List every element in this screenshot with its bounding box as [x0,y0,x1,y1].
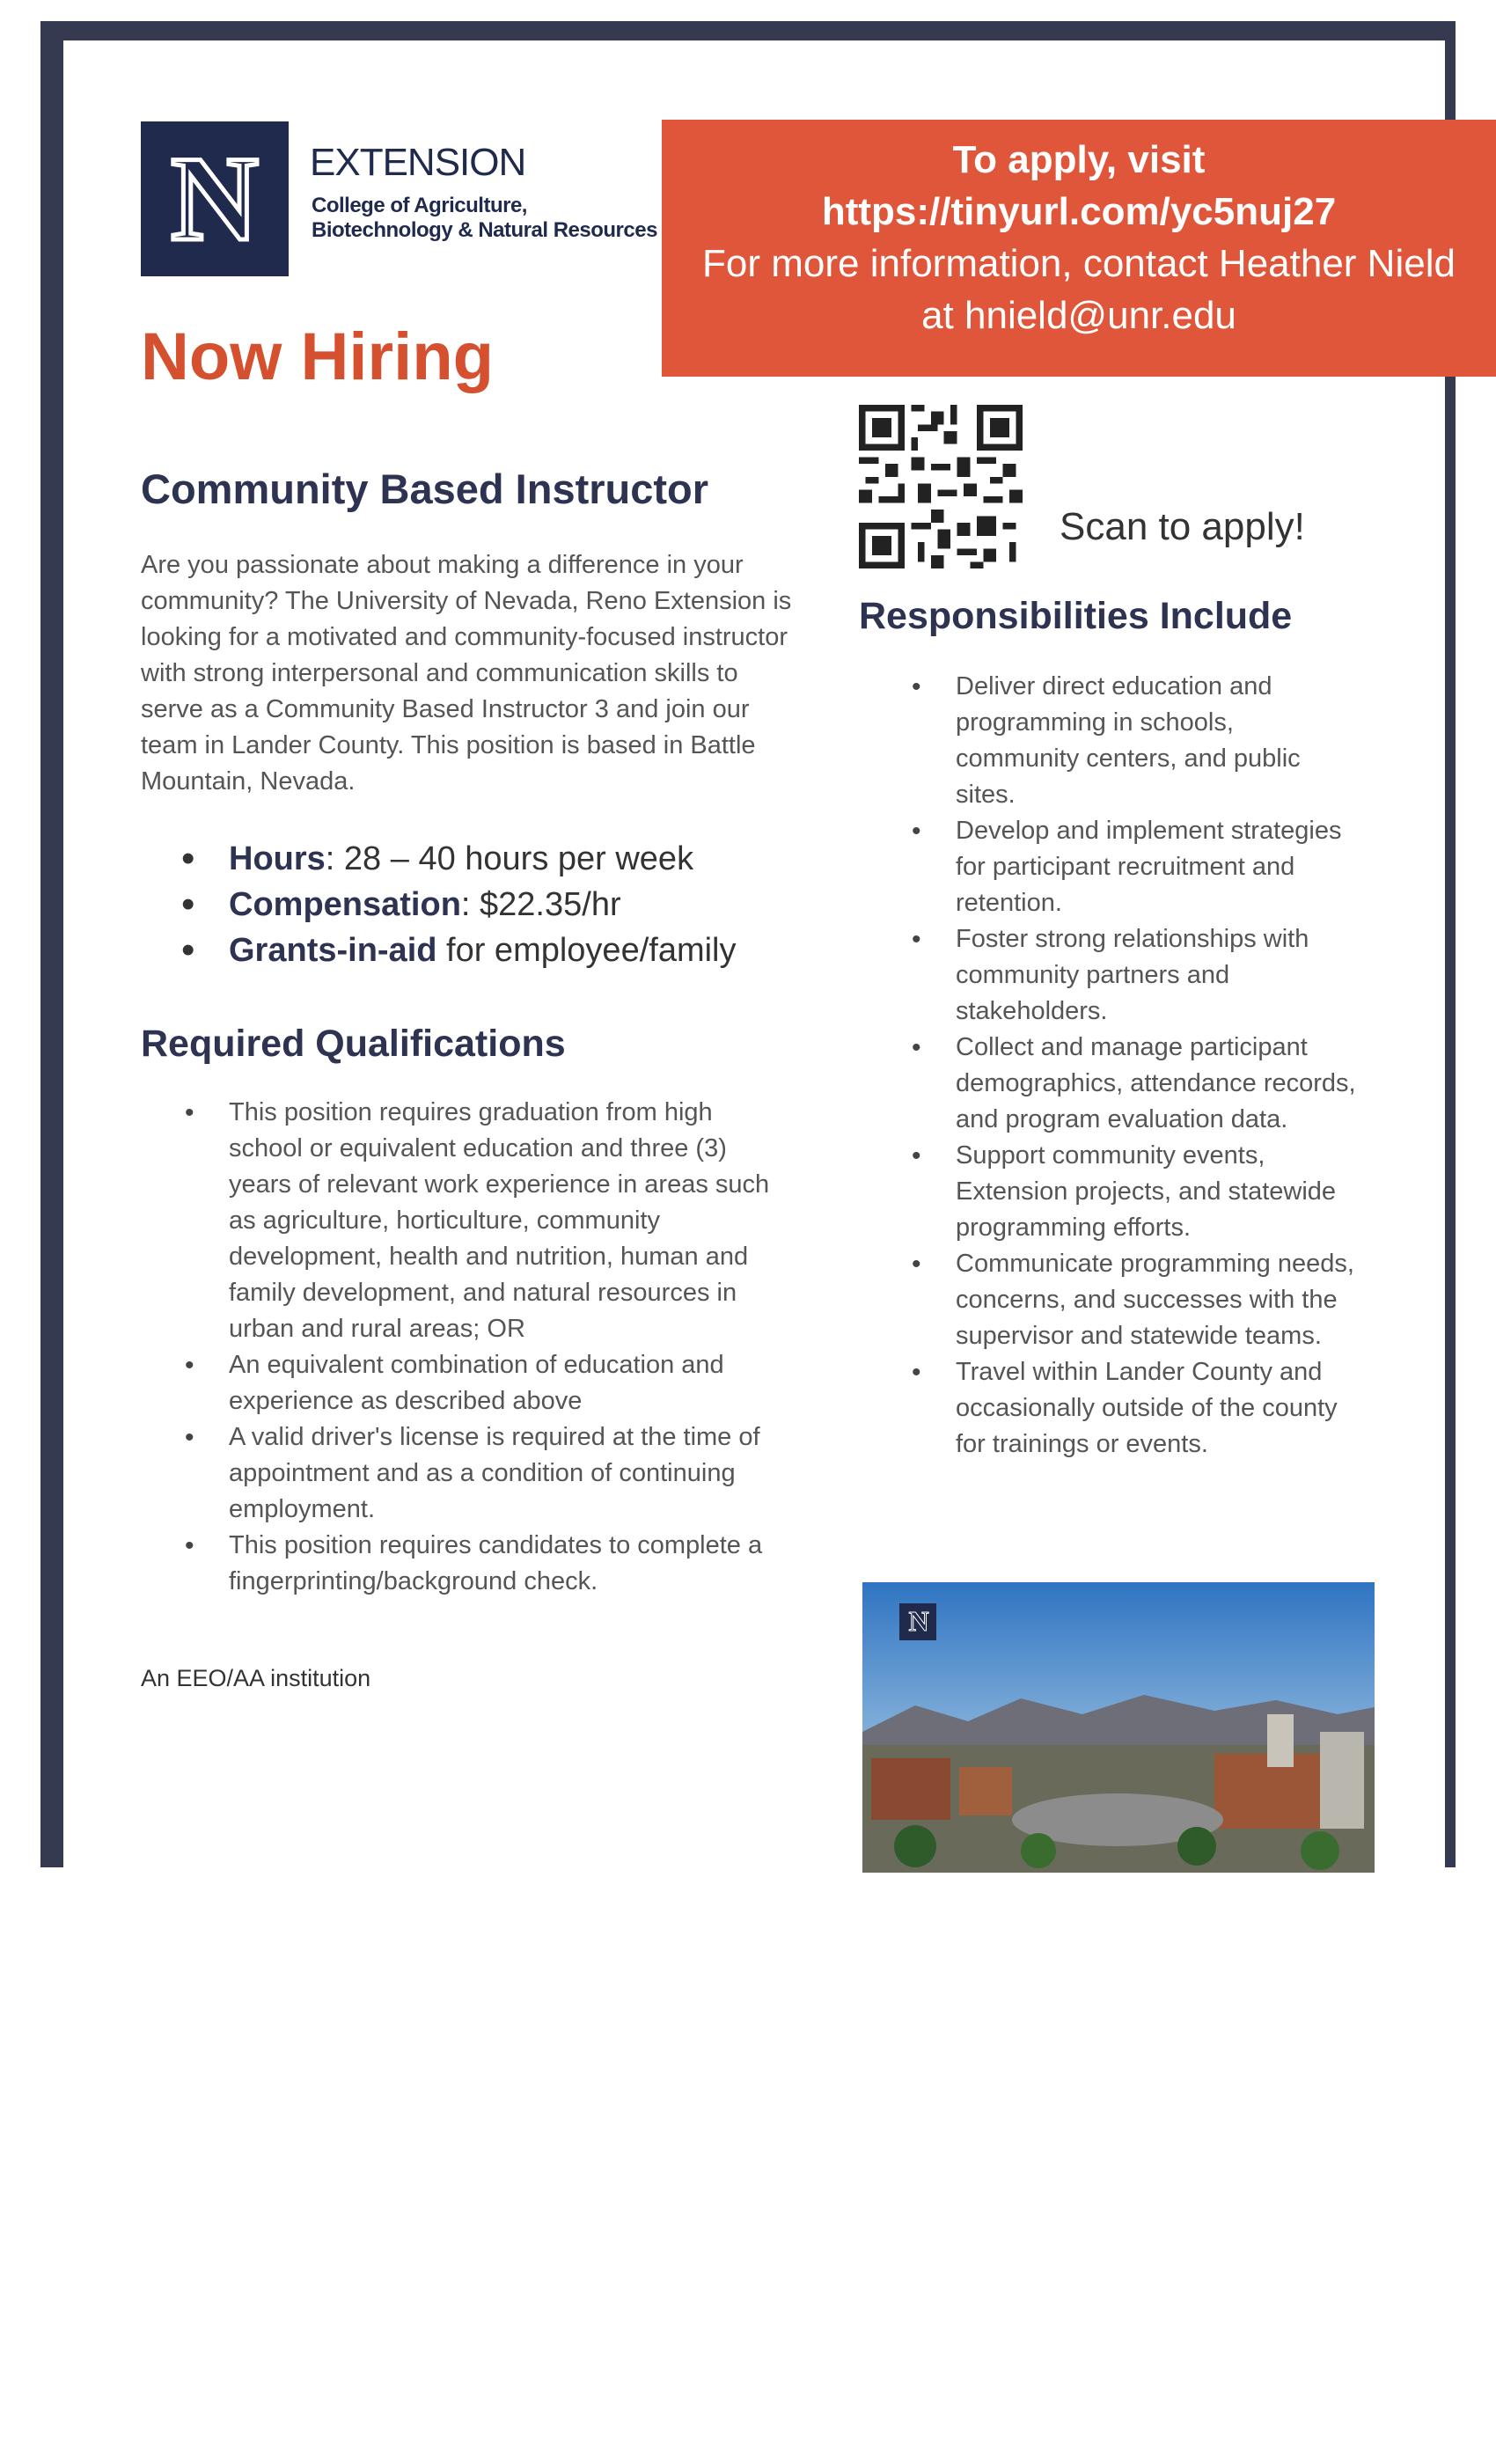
apply-banner [662,120,1496,377]
list-item: • Support community events, Extension projects, and statewide programming efforts. [903,1138,1360,1246]
key-fact-separator [436,932,446,969]
list-item: • Travel within Lander County and occasionally outside of the county for trainings or events. [903,1354,1360,1463]
key-fact-grants [176,928,737,973]
extension-subtitle: College of Agriculture, Biotechnology & Natural Resources [312,194,657,242]
job-title: Community Based Instructor [141,466,709,512]
contact-line: For more information, contact Heather Nield [702,242,1456,285]
key-fact-compensation [176,882,737,928]
university-logo [141,121,289,276]
qr-caption: Scan to apply! [1060,505,1305,548]
list-item: • A valid driver's license is required at the time of appointment and as a condition of continuing employment. [176,1419,792,1528]
required-qualifications-title: Required Qualifications [141,1023,566,1065]
campus-photo-logo: N [908,1605,929,1637]
list-item: • Develop and implement strategies for participant recruitment and retention. [903,813,1360,921]
responsibilities-title: Responsibilities Include [859,595,1293,637]
list-item: • Foster strong relationships with community partners and stakeholders. [903,921,1360,1030]
list-item: • This position requires graduation from high school or equivalent education and three (3) years of relevant work experience in areas such as agriculture, horticulture, community development, health and nutrition, human and family development, and natural resources in urban and rural areas; OR [176,1095,792,1347]
list-item: • Deliver direct education and programming in schools, community centers, and public sites. [903,669,1360,813]
key-fact-separator: : [460,886,480,923]
contact-email[interactable]: at hnield@unr.edu [921,294,1236,337]
key-fact-value: for employee/family [446,932,737,969]
apply-url-link[interactable]: https://tinyurl.com/yc5nuj27 [821,190,1337,233]
logo-letter: N [171,131,259,266]
key-fact-separator: : [325,840,344,877]
eeo-statement: An EEO/AA institution [141,1665,371,1691]
required-qualifications-list [176,1095,792,1600]
responsibilities-list [903,669,1360,1463]
list-item: • Communicate programming needs, concerns, and successes with the supervisor and statewide teams. [903,1246,1360,1354]
key-fact-hours [176,836,737,882]
extension-title: EXTENSION [310,141,526,184]
job-intro: Are you passionate about making a difference in your community? The University of Nevada, Reno Extension is looking for a motivated and community-focused instructor with strong interpersonal and communication skills to serve as a Community Based Instructor 3 and join our team in Lander County. This position is based in Battle Mountain, Nevada. [141,551,792,796]
key-fact-label: Grants-in-aid [229,932,437,969]
list-item: • Collect and manage participant demographics, attendance records, and program evaluation data. [903,1030,1360,1138]
key-fact-value: 28 – 40 hours per week [343,840,694,877]
campus-photo [862,1582,1375,1873]
key-fact-label: Hours [229,840,326,877]
list-item: • This position requires candidates to complete a fingerprinting/background check. [176,1528,792,1600]
key-facts-list [176,836,737,973]
list-item: • An equivalent combination of education and experience as described above [176,1347,792,1419]
apply-line-1: To apply, visit [952,138,1206,181]
key-fact-label: Compensation [229,886,461,923]
qr-code[interactable] [859,405,1023,568]
key-fact-value: $22.35/hr [480,886,621,923]
now-hiring-headline: Now Hiring [141,319,495,394]
